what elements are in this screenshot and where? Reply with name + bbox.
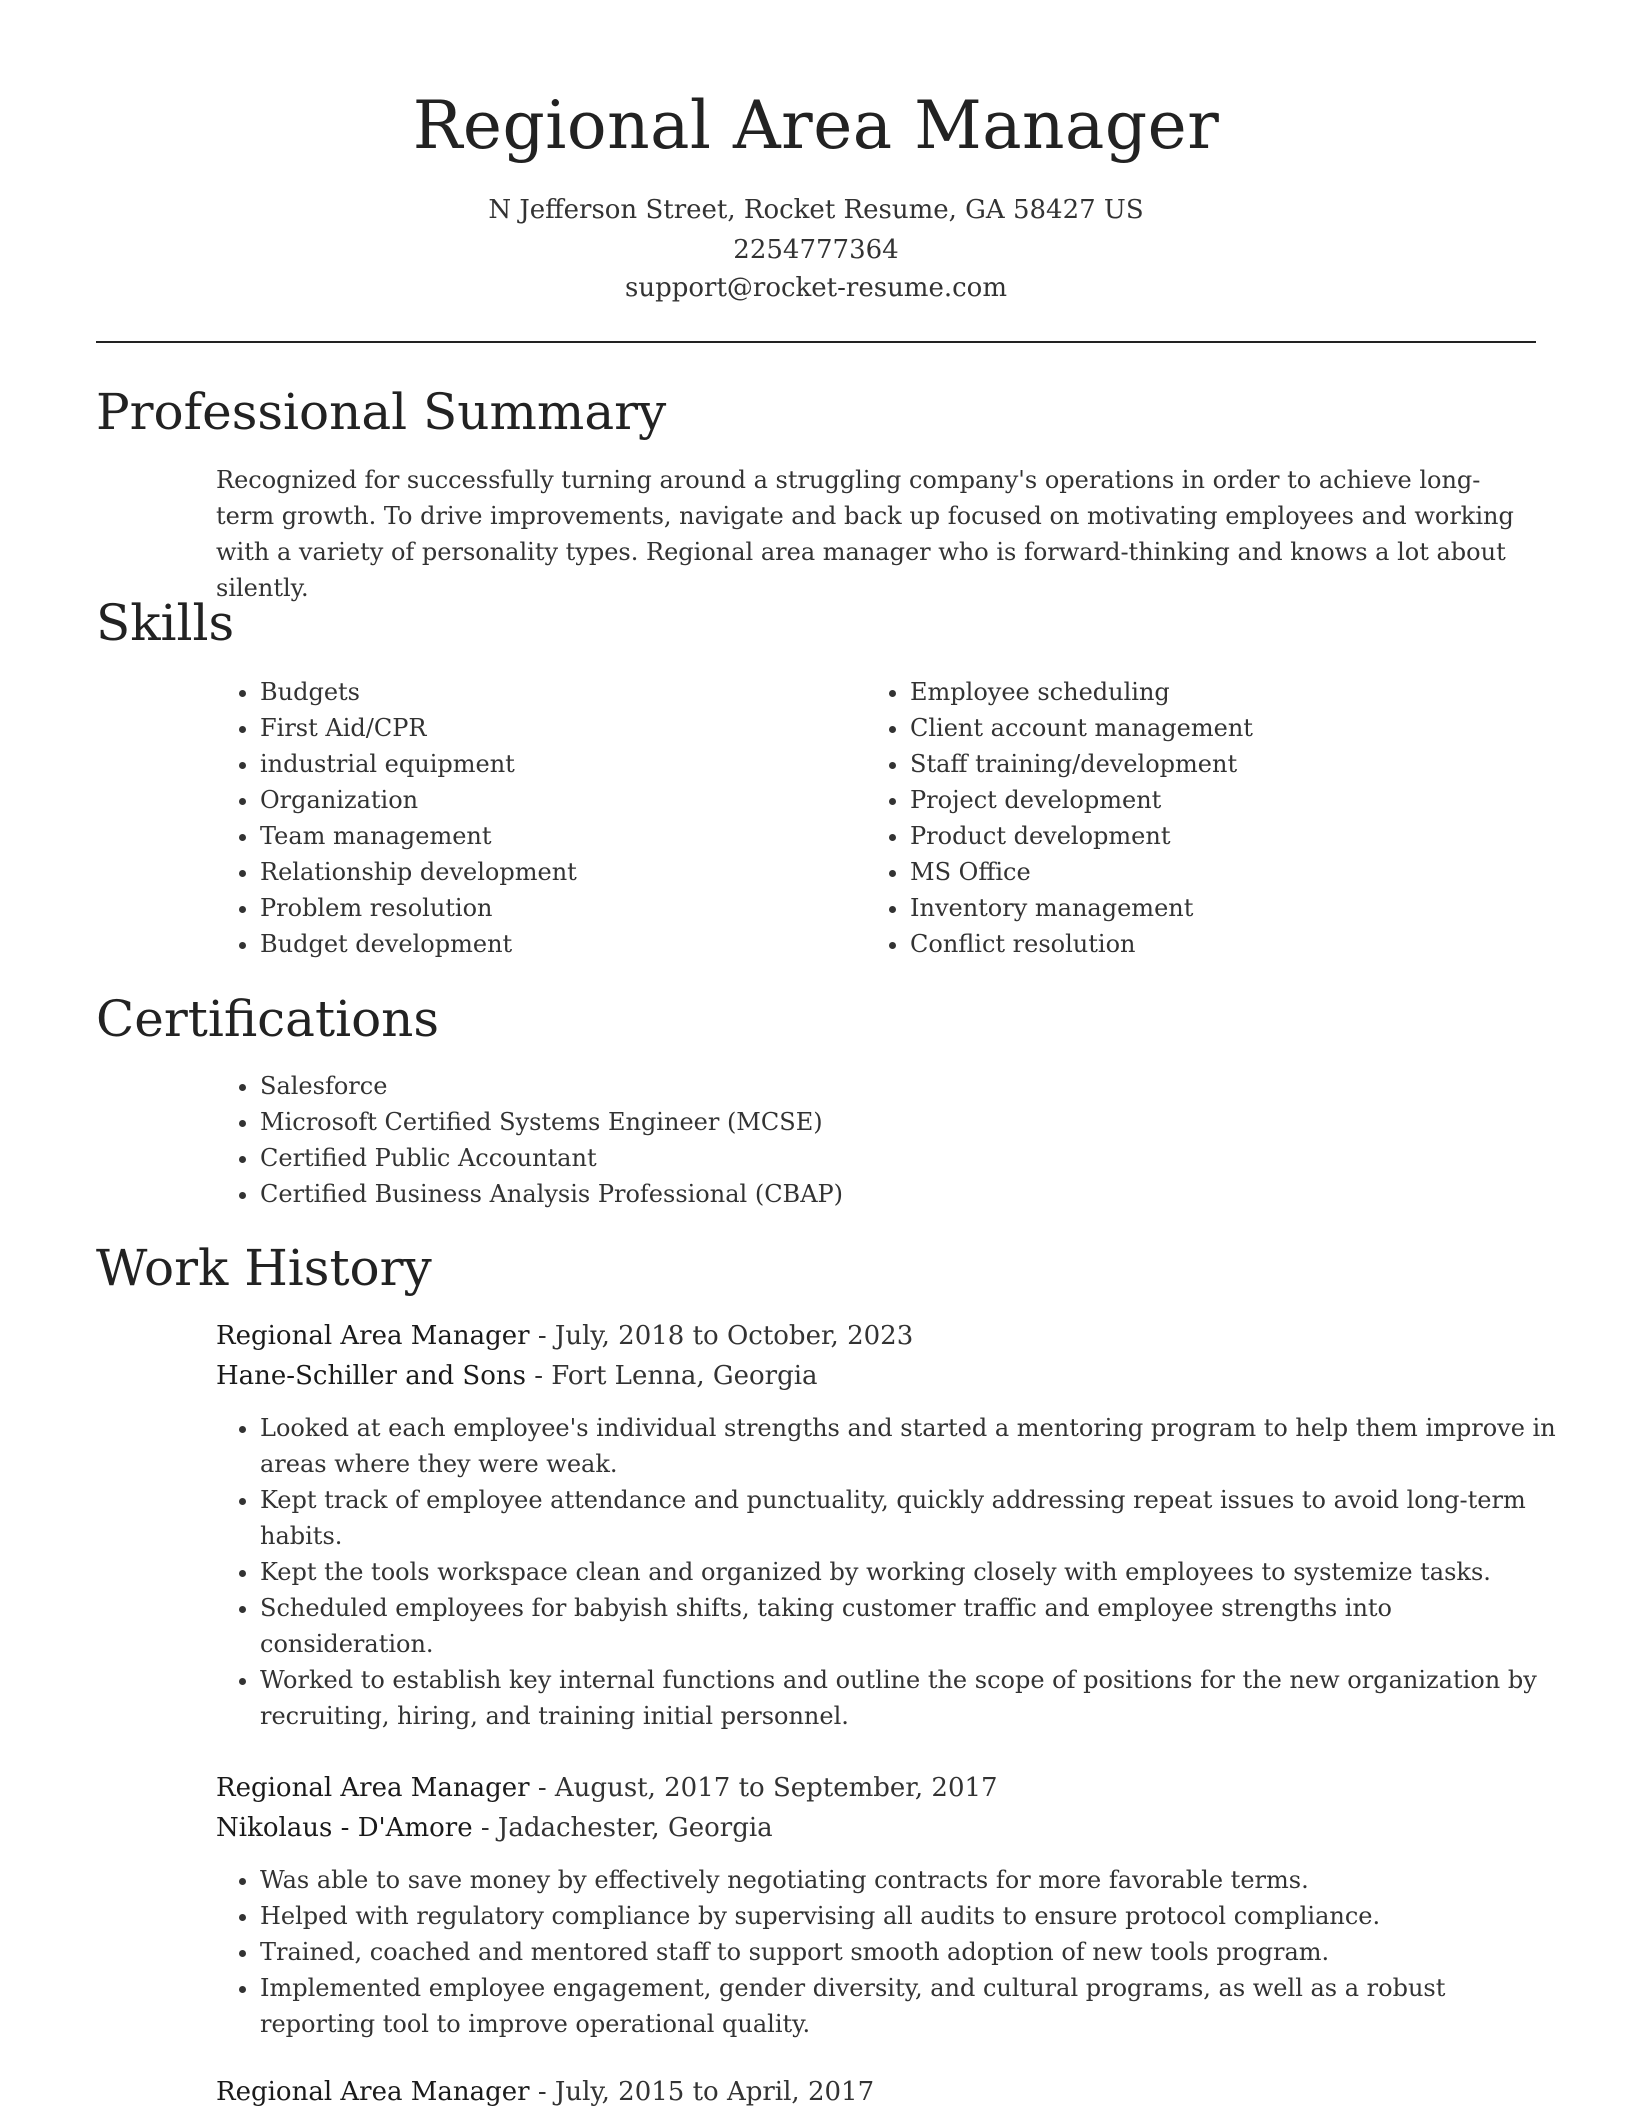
job-title-line xyxy=(216,1770,998,1806)
skill-item: • Budget development xyxy=(260,926,840,962)
job-company-line xyxy=(216,1810,773,1846)
job-bullet: • Implemented employee engagement, gender diversity, and cultural programs, as well as a robust reporting tool to improve operational quality. xyxy=(260,1970,1560,2042)
work-history-heading: Work History xyxy=(96,1239,432,1297)
skill-item: • Relationship development xyxy=(260,854,840,890)
job-bullet: • Helped with regulatory compliance by supervising all audits to ensure protocol compliance. xyxy=(260,1898,1560,1934)
job-title: Regional Area Manager xyxy=(216,1773,530,1803)
job-bullet: • Trained, coached and mentored staff to support smooth adoption of new tools program. xyxy=(260,1934,1560,1970)
job-bullet: • Kept the tools workspace clean and organized by working closely with employees to systemize tasks. xyxy=(260,1554,1560,1590)
contact-email: support@rocket-resume.com xyxy=(624,273,1007,303)
contact-address: N Jefferson Street, Rocket Resume, GA 58427 US xyxy=(488,195,1144,225)
certifications-heading: Certifications xyxy=(96,990,440,1048)
skill-item: • Conflict resolution xyxy=(910,926,1550,962)
skills-heading: Skills xyxy=(96,594,235,652)
skill-item: • MS Office xyxy=(910,854,1550,890)
skills-list-left xyxy=(216,674,840,962)
skill-item: • Budgets xyxy=(260,674,840,710)
skill-item: • Staff training/development xyxy=(910,746,1550,782)
job-dates: - August, 2017 to September, 2017 xyxy=(529,1773,998,1803)
certification-item: • Salesforce xyxy=(260,1068,1560,1104)
skill-item: • Product development xyxy=(910,818,1550,854)
skill-item: • First Aid/CPR xyxy=(260,710,840,746)
job-bullet: • Scheduled employees for babyish shifts, taking customer traffic and employee strengths into consideration. xyxy=(260,1590,1560,1662)
job-bullet: • Worked to establish key internal functions and outline the scope of positions for the new organization by recruiting, hiring, and training initial personnel. xyxy=(260,1662,1560,1734)
skill-item: • Organization xyxy=(260,782,840,818)
job-bullets xyxy=(216,1862,1560,2042)
summary-text: Recognized for successfully turning around a struggling company's operations in order to achieve long-term growth. To drive improvements, navigate and back up focused on motivating employees and working with a variety of personality types. Regional area manager who is forward-thinking and knows a lot about silently. xyxy=(216,466,1514,602)
job-title: Regional Area Manager xyxy=(216,2077,530,2107)
job-title-line xyxy=(216,2074,874,2110)
job-bullet: • Was able to save money by effectively negotiating contracts for more favorable terms. xyxy=(260,1862,1560,1898)
contact-phone: 2254777364 xyxy=(733,235,899,265)
skill-item: • Inventory management xyxy=(910,890,1550,926)
certification-item: • Microsoft Certified Systems Engineer (MCSE) xyxy=(260,1104,1560,1140)
skill-item: • Team management xyxy=(260,818,840,854)
job-location: - Fort Lenna, Georgia xyxy=(525,1361,818,1391)
job-bullet: • Looked at each employee's individual strengths and started a mentoring program to help them improve in areas where they were weak. xyxy=(260,1410,1560,1482)
skill-item: • industrial equipment xyxy=(260,746,840,782)
job-location: - Jadachester, Georgia xyxy=(472,1813,773,1843)
skill-item: • Client account management xyxy=(910,710,1550,746)
job-bullet: • Kept track of employee attendance and punctuality, quickly addressing repeat issues to avoid long-term habits. xyxy=(260,1482,1560,1554)
certification-item: • Certified Business Analysis Professional (CBAP) xyxy=(260,1176,1560,1212)
job-bullets xyxy=(216,1410,1560,1734)
header-divider xyxy=(96,341,1536,343)
job-company: Hane-Schiller and Sons xyxy=(216,1361,526,1391)
skill-item: • Employee scheduling xyxy=(910,674,1550,710)
certifications-list xyxy=(216,1068,1560,1212)
job-dates: - July, 2018 to October, 2023 xyxy=(529,1321,914,1351)
summary-heading: Professional Summary xyxy=(96,383,667,441)
job-dates: - July, 2015 to April, 2017 xyxy=(529,2077,875,2107)
skill-item: • Project development xyxy=(910,782,1550,818)
certification-item: • Certified Public Accountant xyxy=(260,1140,1560,1176)
job-title-line xyxy=(216,1318,913,1354)
resume-title: Regional Area Manager xyxy=(412,87,1220,164)
job-company-line xyxy=(216,1358,818,1394)
job-title: Regional Area Manager xyxy=(216,1321,530,1351)
skill-item: • Problem resolution xyxy=(260,890,840,926)
skills-list-right xyxy=(866,674,1550,962)
job-company: Nikolaus - D'Amore xyxy=(216,1813,473,1843)
